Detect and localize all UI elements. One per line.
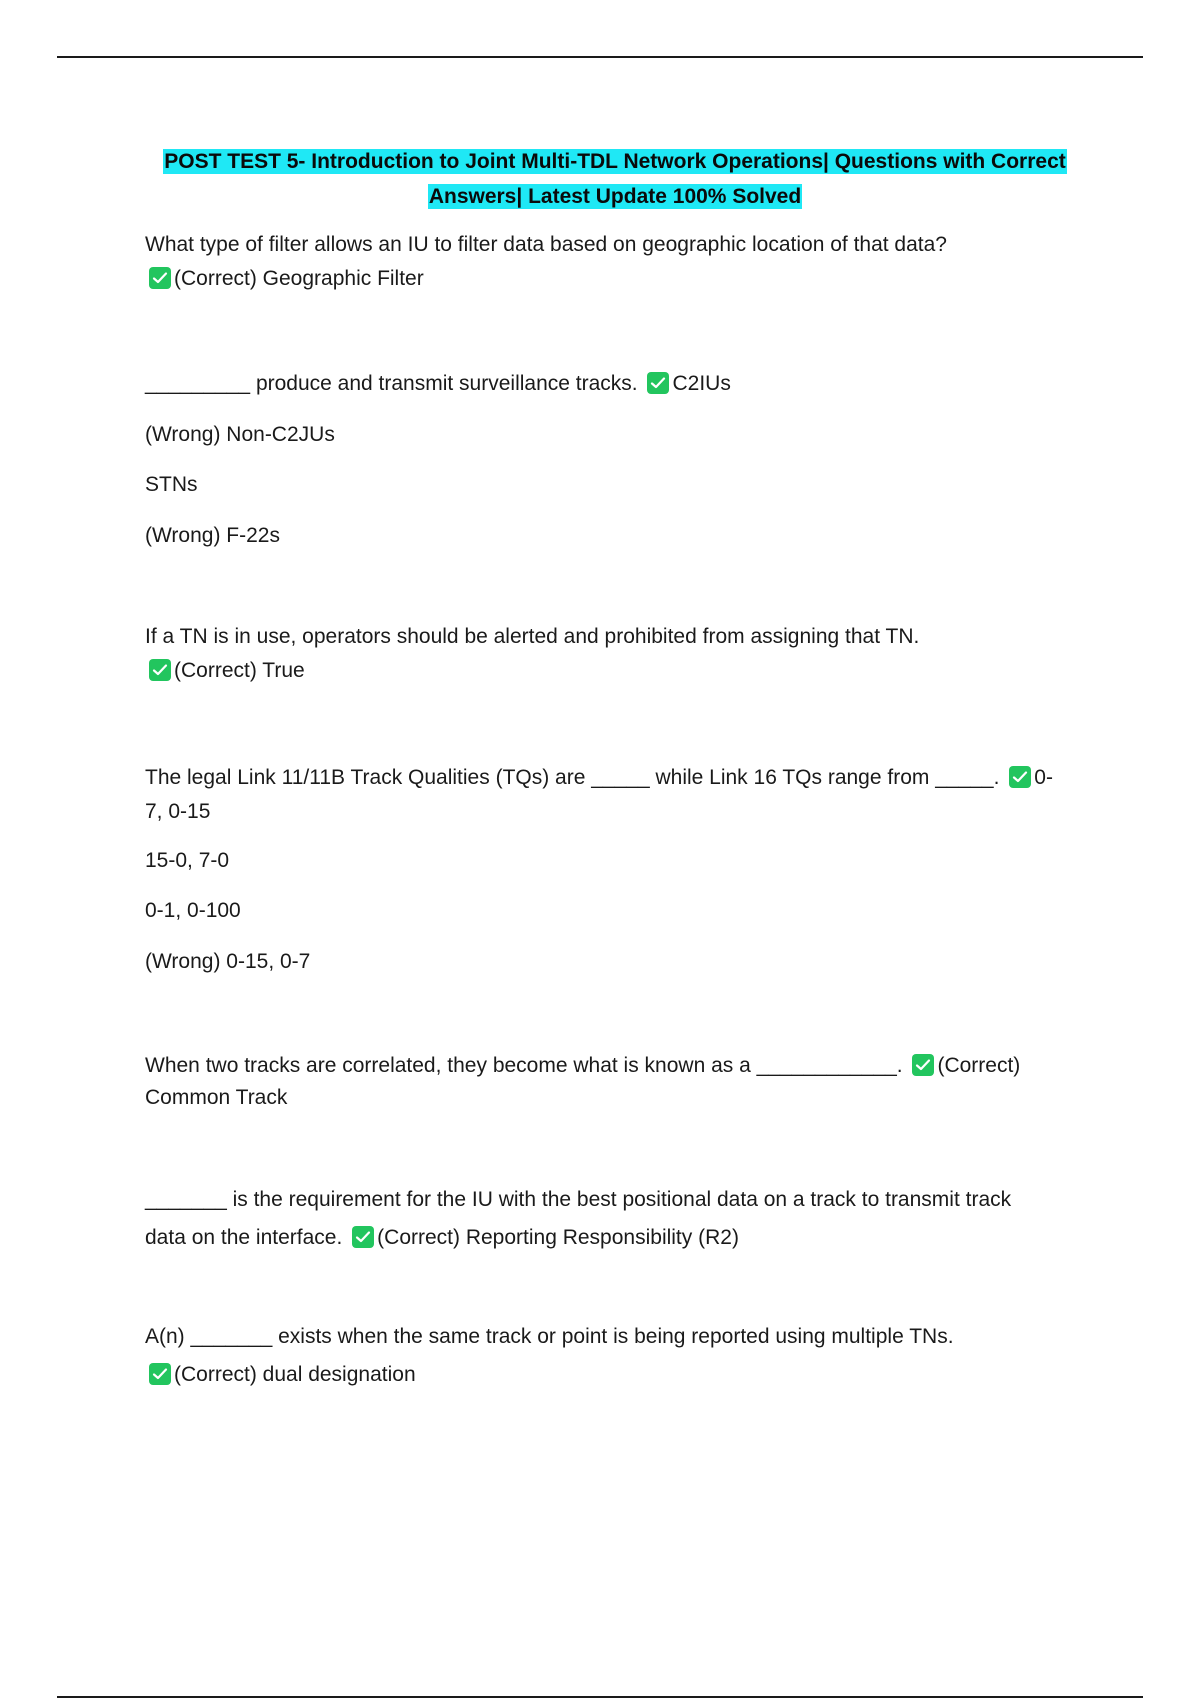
- question-3: [145, 620, 1095, 688]
- title-line-2: Answers| Latest Update 100% Solved: [428, 185, 802, 208]
- option-text: (Wrong) F-22s: [145, 524, 280, 547]
- answer-text: C2IUs: [672, 372, 731, 395]
- answer-text-continued: 7, 0-15: [145, 800, 211, 823]
- question-text: A(n) _______ exists when the same track or point is being reported using multiple TNs.: [145, 1325, 954, 1348]
- answer-text: 0-: [1034, 766, 1053, 789]
- option-text: 0-1, 0-100: [145, 899, 241, 922]
- question-7: [145, 1320, 1095, 1392]
- answer-text: (Correct): [937, 1054, 1021, 1077]
- check-icon: [352, 1226, 374, 1248]
- answer-text-continued: Common Track: [145, 1086, 288, 1109]
- question-text-continued: data on the interface.: [145, 1226, 343, 1249]
- header-rule: [57, 56, 1143, 58]
- check-icon: [647, 372, 669, 394]
- answer-text: (Correct) Geographic Filter: [174, 267, 424, 290]
- option-text: STNs: [145, 473, 198, 496]
- question-text: _______ is the requirement for the IU with the best positional data on a track to transmit track: [145, 1188, 1012, 1211]
- footer-rule: [57, 1696, 1143, 1698]
- check-icon: [149, 1363, 171, 1385]
- question-2: [145, 367, 1095, 401]
- question-5: [145, 1049, 1095, 1115]
- question-text: _________ produce and transmit surveillance tracks.: [145, 372, 638, 395]
- question-4: [145, 761, 1095, 829]
- option-text: (Wrong) Non-C2JUs: [145, 423, 335, 446]
- document-title: [145, 144, 1085, 214]
- check-icon: [149, 659, 171, 681]
- answer-text: (Correct) True: [174, 659, 305, 682]
- question-text: The legal Link 11/11B Track Qualities (TQs) are _____ while Link 16 TQs range from _____.: [145, 766, 1000, 789]
- question-text: If a TN is in use, operators should be alerted and prohibited from assigning that TN.: [145, 625, 920, 648]
- question-text: What type of filter allows an IU to filter data based on geographic location of that data?: [145, 233, 947, 256]
- answer-text: (Correct) Reporting Responsibility (R2): [377, 1226, 739, 1249]
- answer-text: (Correct) dual designation: [174, 1363, 416, 1386]
- check-icon: [912, 1054, 934, 1076]
- question-6: [145, 1183, 1095, 1255]
- title-line-1: POST TEST 5- Introduction to Joint Multi-TDL Network Operations| Questions with Correct: [164, 150, 1066, 173]
- option-text: (Wrong) 0-15, 0-7: [145, 950, 311, 973]
- check-icon: [149, 267, 171, 289]
- question-text: When two tracks are correlated, they become what is known as a ____________.: [145, 1054, 903, 1077]
- question-1: [145, 228, 1095, 296]
- check-icon: [1009, 766, 1031, 788]
- option-text: 15-0, 7-0: [145, 849, 230, 872]
